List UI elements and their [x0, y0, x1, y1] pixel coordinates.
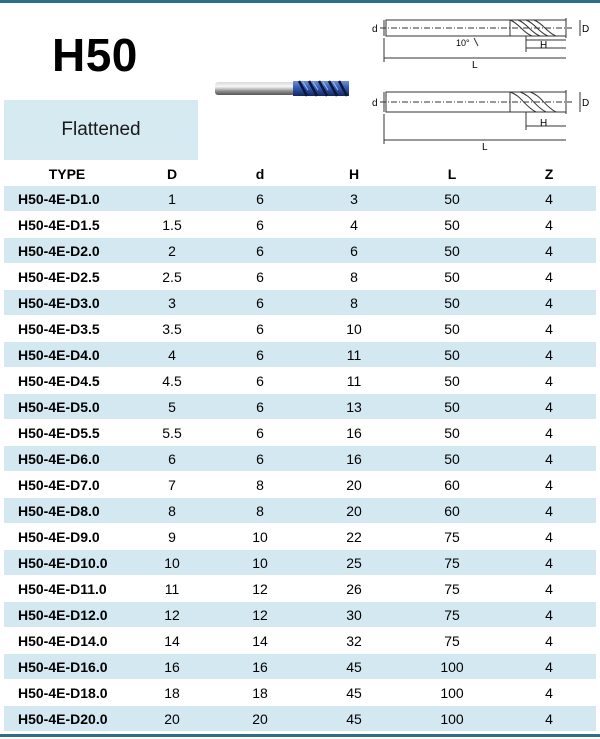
- type-cell: H50-4E-D7.0: [4, 472, 130, 498]
- subtitle-label: Flattened: [61, 119, 141, 140]
- table-row: [4, 316, 596, 342]
- type-cell: H50-4E-D3.5: [4, 316, 130, 342]
- drawing-top-D-label: D: [582, 24, 590, 35]
- type-cell: H50-4E-D10.0: [4, 550, 130, 576]
- table-row: [4, 628, 596, 654]
- type-cell: H50-4E-D1.0: [4, 186, 130, 212]
- value-cell-Z: 4: [502, 290, 596, 316]
- drawing-bottom-d-label: d: [372, 98, 378, 109]
- drawing-bottom-D-label: D: [582, 98, 590, 109]
- value-cell-d: 6: [214, 238, 306, 264]
- column-header-H: H: [306, 162, 402, 186]
- value-cell-L: 50: [402, 186, 502, 212]
- value-cell-L: 60: [402, 498, 502, 524]
- value-cell-Z: 4: [502, 472, 596, 498]
- value-cell-L: 50: [402, 238, 502, 264]
- value-cell-H: 13: [306, 394, 402, 420]
- value-cell-Z: 4: [502, 342, 596, 368]
- page-title: H50: [52, 29, 138, 81]
- value-cell-D: 3.5: [130, 316, 214, 342]
- end-mill-photo: [213, 78, 351, 100]
- value-cell-L: 50: [402, 264, 502, 290]
- value-cell-D: 7: [130, 472, 214, 498]
- value-cell-Z: 4: [502, 394, 596, 420]
- value-cell-Z: 4: [502, 446, 596, 472]
- value-cell-H: 11: [306, 368, 402, 394]
- value-cell-d: 10: [214, 550, 306, 576]
- value-cell-D: 14: [130, 628, 214, 654]
- table-header-row: [4, 162, 596, 186]
- value-cell-L: 100: [402, 706, 502, 732]
- value-cell-L: 50: [402, 446, 502, 472]
- tool-drawing-top: [360, 10, 592, 68]
- value-cell-d: 6: [214, 446, 306, 472]
- table-row: [4, 472, 596, 498]
- value-cell-H: 32: [306, 628, 402, 654]
- table-row: [4, 706, 596, 732]
- value-cell-H: 20: [306, 498, 402, 524]
- value-cell-d: 6: [214, 212, 306, 238]
- value-cell-Z: 4: [502, 368, 596, 394]
- value-cell-L: 60: [402, 472, 502, 498]
- value-cell-L: 75: [402, 576, 502, 602]
- type-cell: H50-4E-D9.0: [4, 524, 130, 550]
- value-cell-Z: 4: [502, 316, 596, 342]
- value-cell-H: 45: [306, 654, 402, 680]
- value-cell-d: 6: [214, 316, 306, 342]
- value-cell-d: 6: [214, 420, 306, 446]
- value-cell-d: 6: [214, 186, 306, 212]
- value-cell-Z: 4: [502, 498, 596, 524]
- value-cell-Z: 4: [502, 264, 596, 290]
- value-cell-H: 6: [306, 238, 402, 264]
- type-cell: H50-4E-D4.5: [4, 368, 130, 394]
- value-cell-H: 8: [306, 290, 402, 316]
- column-header-Z: Z: [502, 162, 596, 186]
- value-cell-H: 45: [306, 680, 402, 706]
- table-row: [4, 290, 596, 316]
- type-cell: H50-4E-D5.0: [4, 394, 130, 420]
- type-cell: H50-4E-D6.0: [4, 446, 130, 472]
- value-cell-H: 11: [306, 342, 402, 368]
- value-cell-H: 8: [306, 264, 402, 290]
- value-cell-Z: 4: [502, 550, 596, 576]
- drawing-top-d-label: d: [372, 24, 378, 35]
- table-row: [4, 524, 596, 550]
- value-cell-H: 16: [306, 446, 402, 472]
- value-cell-D: 20: [130, 706, 214, 732]
- value-cell-L: 75: [402, 524, 502, 550]
- value-cell-D: 2.5: [130, 264, 214, 290]
- value-cell-d: 6: [214, 290, 306, 316]
- type-cell: H50-4E-D1.5: [4, 212, 130, 238]
- value-cell-Z: 4: [502, 238, 596, 264]
- value-cell-d: 6: [214, 368, 306, 394]
- value-cell-Z: 4: [502, 628, 596, 654]
- drawing-top-L-label: L: [472, 60, 478, 68]
- column-header-D: D: [130, 162, 214, 186]
- value-cell-L: 100: [402, 654, 502, 680]
- drawing-top-H-label: H: [540, 40, 548, 51]
- value-cell-Z: 4: [502, 212, 596, 238]
- value-cell-Z: 4: [502, 524, 596, 550]
- value-cell-D: 4.5: [130, 368, 214, 394]
- table-row: [4, 654, 596, 680]
- value-cell-D: 1.5: [130, 212, 214, 238]
- value-cell-d: 12: [214, 602, 306, 628]
- table-row: [4, 680, 596, 706]
- value-cell-L: 75: [402, 602, 502, 628]
- value-cell-L: 75: [402, 550, 502, 576]
- type-cell: H50-4E-D16.0: [4, 654, 130, 680]
- type-cell: H50-4E-D18.0: [4, 680, 130, 706]
- table-row: [4, 602, 596, 628]
- value-cell-D: 16: [130, 654, 214, 680]
- value-cell-D: 6: [130, 446, 214, 472]
- type-cell: H50-4E-D3.0: [4, 290, 130, 316]
- table-row: [4, 212, 596, 238]
- type-cell: H50-4E-D20.0: [4, 706, 130, 732]
- value-cell-H: 26: [306, 576, 402, 602]
- table-row: [4, 238, 596, 264]
- value-cell-d: 8: [214, 472, 306, 498]
- value-cell-Z: 4: [502, 602, 596, 628]
- table-row: [4, 446, 596, 472]
- type-cell: H50-4E-D5.5: [4, 420, 130, 446]
- tool-drawing-bottom: [360, 78, 592, 150]
- value-cell-Z: 4: [502, 680, 596, 706]
- value-cell-d: 6: [214, 394, 306, 420]
- specification-table: [4, 162, 596, 732]
- value-cell-Z: 4: [502, 420, 596, 446]
- value-cell-H: 3: [306, 186, 402, 212]
- value-cell-d: 10: [214, 524, 306, 550]
- value-cell-d: 8: [214, 498, 306, 524]
- value-cell-L: 50: [402, 394, 502, 420]
- value-cell-L: 50: [402, 368, 502, 394]
- value-cell-L: 75: [402, 628, 502, 654]
- value-cell-d: 6: [214, 342, 306, 368]
- value-cell-H: 25: [306, 550, 402, 576]
- value-cell-D: 1: [130, 186, 214, 212]
- table-row: [4, 550, 596, 576]
- type-cell: H50-4E-D4.0: [4, 342, 130, 368]
- value-cell-H: 16: [306, 420, 402, 446]
- table-row: [4, 420, 596, 446]
- value-cell-D: 5.5: [130, 420, 214, 446]
- subtitle-box: [4, 100, 198, 160]
- drawing-top-angle-label: 10°: [456, 38, 470, 48]
- bottom-rule: [0, 734, 600, 737]
- table-row: [4, 342, 596, 368]
- value-cell-d: 6: [214, 264, 306, 290]
- value-cell-H: 45: [306, 706, 402, 732]
- value-cell-d: 14: [214, 628, 306, 654]
- type-cell: H50-4E-D14.0: [4, 628, 130, 654]
- value-cell-D: 8: [130, 498, 214, 524]
- value-cell-d: 20: [214, 706, 306, 732]
- table-row: [4, 394, 596, 420]
- value-cell-D: 5: [130, 394, 214, 420]
- table-row: [4, 576, 596, 602]
- value-cell-L: 50: [402, 316, 502, 342]
- type-cell: H50-4E-D12.0: [4, 602, 130, 628]
- value-cell-L: 50: [402, 290, 502, 316]
- column-header-type: TYPE: [4, 162, 130, 186]
- value-cell-Z: 4: [502, 654, 596, 680]
- table-row: [4, 186, 596, 212]
- type-cell: H50-4E-D2.5: [4, 264, 130, 290]
- value-cell-D: 4: [130, 342, 214, 368]
- table-row: [4, 498, 596, 524]
- value-cell-Z: 4: [502, 706, 596, 732]
- type-cell: H50-4E-D2.0: [4, 238, 130, 264]
- value-cell-D: 2: [130, 238, 214, 264]
- value-cell-H: 4: [306, 212, 402, 238]
- column-header-L: L: [402, 162, 502, 186]
- column-header-d: d: [214, 162, 306, 186]
- drawing-bottom-H-label: H: [540, 118, 548, 129]
- top-rule: [0, 0, 600, 3]
- value-cell-d: 16: [214, 654, 306, 680]
- value-cell-D: 18: [130, 680, 214, 706]
- value-cell-L: 50: [402, 342, 502, 368]
- value-cell-L: 50: [402, 212, 502, 238]
- value-cell-D: 10: [130, 550, 214, 576]
- value-cell-D: 12: [130, 602, 214, 628]
- value-cell-D: 11: [130, 576, 214, 602]
- value-cell-d: 18: [214, 680, 306, 706]
- value-cell-H: 30: [306, 602, 402, 628]
- table-row: [4, 264, 596, 290]
- value-cell-H: 20: [306, 472, 402, 498]
- table-row: [4, 368, 596, 394]
- value-cell-H: 22: [306, 524, 402, 550]
- value-cell-d: 12: [214, 576, 306, 602]
- value-cell-L: 50: [402, 420, 502, 446]
- type-cell: H50-4E-D11.0: [4, 576, 130, 602]
- value-cell-Z: 4: [502, 186, 596, 212]
- value-cell-D: 9: [130, 524, 214, 550]
- value-cell-D: 3: [130, 290, 214, 316]
- drawing-bottom-L-label: L: [482, 142, 488, 150]
- value-cell-L: 100: [402, 680, 502, 706]
- type-cell: H50-4E-D8.0: [4, 498, 130, 524]
- value-cell-Z: 4: [502, 576, 596, 602]
- value-cell-H: 10: [306, 316, 402, 342]
